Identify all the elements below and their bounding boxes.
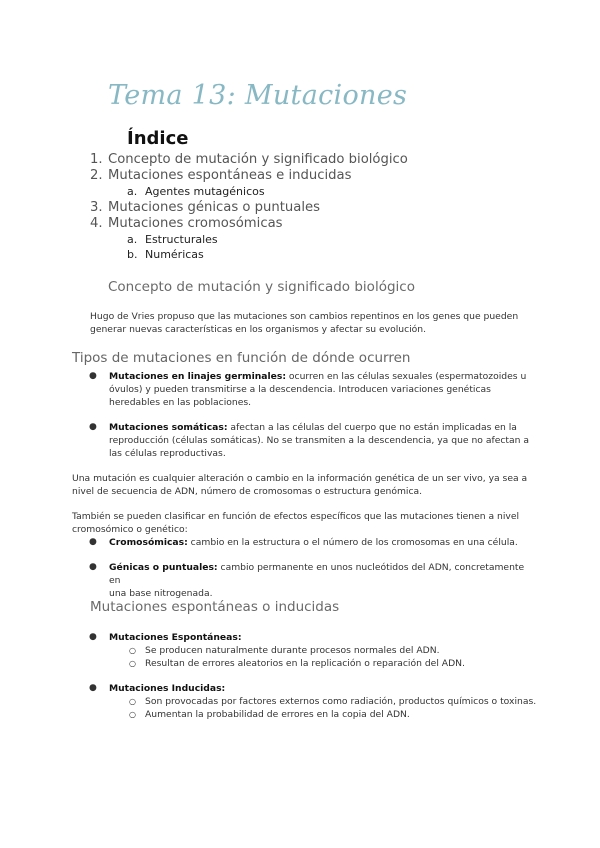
toc-label: Agentes mutagénicos <box>145 185 265 198</box>
section-heading-concepto: Concepto de mutación y significado biológico <box>108 279 415 295</box>
bullet-icon: ● <box>89 537 97 547</box>
bullet-icon: ● <box>89 371 97 381</box>
text-line: Resultan de errores aleatorios en la replicación o reparación del ADN. <box>145 658 465 669</box>
text-line: Se producen naturalmente durante procesos normales del ADN. <box>145 645 440 656</box>
bullet-icon: ● <box>89 422 97 432</box>
list-item <box>89 536 534 549</box>
index-heading: Índice <box>127 128 189 149</box>
bullet-term: Mutaciones en linajes germinales: <box>109 371 287 382</box>
section-heading-espontaneas: Mutaciones espontáneas o inducidas <box>90 599 340 615</box>
text-line: cromosómico o genético: <box>72 524 188 535</box>
list-item <box>89 421 534 460</box>
list-item <box>89 631 534 644</box>
list-item <box>89 370 534 409</box>
list-item <box>129 657 535 670</box>
toc-number: a. <box>127 185 138 198</box>
bullet-term: Mutaciones somáticas: <box>109 422 228 433</box>
text-line: Una mutación es cualquier alteración o cambio en la información genética de un ser vivo, ya sea a <box>72 473 528 484</box>
toc-number: b. <box>127 248 138 261</box>
text-line: heredables en las poblaciones. <box>109 397 252 408</box>
text-line: Hugo de Vries propuso que las mutaciones son cambios repentinos en los genes que pueden <box>90 311 519 322</box>
toc-item-4a[interactable] <box>127 233 427 247</box>
bullet-term: Mutaciones Espontáneas: <box>109 632 242 643</box>
text-line: Aumentan la probabilidad de errores en la copia del ADN. <box>145 709 410 720</box>
toc-item-1[interactable] <box>90 152 510 168</box>
toc-label: Numéricas <box>145 248 204 261</box>
text-line: generar nuevas características en los organismos y afectar su evolución. <box>90 324 427 335</box>
toc-item-2a[interactable] <box>127 185 427 199</box>
toc-label: Mutaciones cromosómicas <box>108 216 283 231</box>
text-line: cambio permanente en unos nucleótidos del ADN, concretamente en <box>109 562 525 586</box>
text-line: ocurren en las células sexuales (espermatozoides u <box>286 371 527 382</box>
list-item <box>129 708 535 721</box>
toc-label: Mutaciones génicas o puntuales <box>108 200 321 215</box>
text-line: reproducción (células somáticas). No se transmiten a la descendencia, ya que no afectan a <box>109 435 530 446</box>
circle-bullet-icon: ○ <box>129 697 136 706</box>
toc-number: a. <box>127 233 138 246</box>
bullet-term: Cromosómicas: <box>109 537 188 548</box>
toc-number: 2. <box>90 168 103 183</box>
text-line: También se pueden clasificar en función de efectos específicos que las mutaciones tienen a nivel <box>72 511 520 522</box>
list-item <box>89 682 534 695</box>
circle-bullet-icon: ○ <box>129 710 136 719</box>
text-line: nivel de secuencia de ADN, número de cromosomas o estructura genómica. <box>72 486 423 497</box>
toc-label: Mutaciones espontáneas e inducidas <box>108 168 352 183</box>
bullet-icon: ● <box>89 632 97 642</box>
bullet-term: Mutaciones Inducidas: <box>109 683 226 694</box>
toc-number: 1. <box>90 152 103 167</box>
circle-bullet-icon: ○ <box>129 646 136 655</box>
toc-item-4b[interactable] <box>127 248 427 262</box>
classify-paragraph <box>72 510 532 536</box>
text-line: óvulos) y pueden transmitirse a la descendencia. Introducen variaciones genéticas <box>109 384 491 395</box>
toc-number: 3. <box>90 200 103 215</box>
text-line: las células reproductivas. <box>109 448 226 459</box>
text-line: cambio en la estructura o el número de los cromosomas en una célula. <box>187 537 518 548</box>
page-title: Tema 13: Mutaciones <box>108 80 408 111</box>
circle-bullet-icon: ○ <box>129 659 136 668</box>
list-item <box>129 644 535 657</box>
intro-paragraph <box>90 310 530 336</box>
definition-paragraph <box>72 472 532 498</box>
toc-label: Estructurales <box>145 233 218 246</box>
section-heading-tipos: Tipos de mutaciones en función de dónde ocurren <box>72 350 411 366</box>
list-item <box>129 695 545 708</box>
text-line: una base nitrogenada. <box>109 588 213 599</box>
bullet-term: Génicas o puntuales: <box>109 562 218 573</box>
toc-item-2[interactable] <box>90 168 510 184</box>
toc-item-4[interactable] <box>90 216 510 232</box>
text-line: afectan a las células del cuerpo que no están implicadas en la <box>227 422 517 433</box>
bullet-icon: ● <box>89 683 97 693</box>
list-item <box>89 561 534 600</box>
text-line: Son provocadas por factores externos como radiación, productos químicos o toxinas. <box>145 696 537 707</box>
toc-number: 4. <box>90 216 103 231</box>
toc-item-3[interactable] <box>90 200 510 216</box>
bullet-icon: ● <box>89 562 97 572</box>
toc-label: Concepto de mutación y significado biológico <box>108 152 408 167</box>
